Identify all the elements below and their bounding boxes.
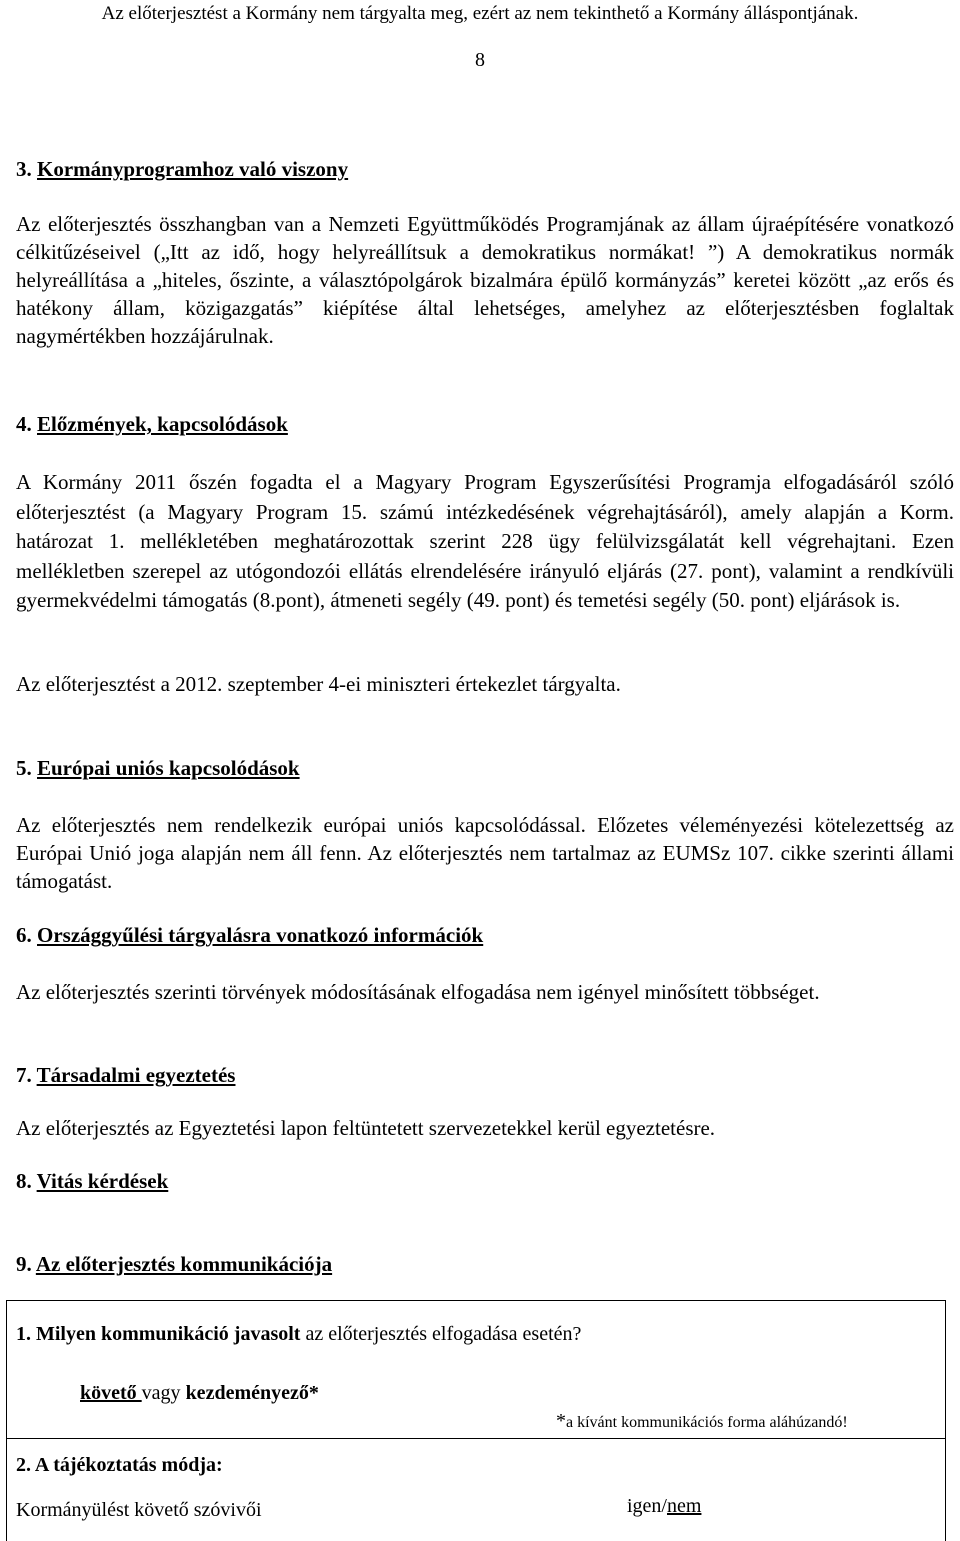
section-4-body: A Kormány 2011 őszén fogadta el a Magyary Program Egyszerűsítési Programja elfogadásáról szóló előterjesztést (a Magyary Program 15. számú intézkedésének végrehajtásáról), amely alapján a Korm. határozat 1. mellékletében meghatározottak szerint 228 ügy felülvizsgálatát kell végrehajtani. Ezen mellékletben szerepel az utógondozói ellátás elrendelésére irányuló eljárás (27. pont), valamint a rendkívüli gyermekvédelmi támogatás (8.pont), átmeneti segély (49. pont) és temetési segély (50. pont) eljárások is. [16, 470, 954, 612]
information-method-label: 2. A tájékoztatás módja: [16, 1454, 223, 1476]
option-initiate: kezdeményező* [185, 1382, 319, 1404]
section-title: Társadalmi egyeztetés [36, 1063, 236, 1087]
box-divider [6, 1438, 946, 1439]
section-title: Vitás kérdések [36, 1169, 169, 1193]
section-number: 4. [16, 412, 32, 436]
section-title: Országgyűlési tárgyalásra vonatkozó információk [37, 923, 484, 947]
note-text: a kívánt kommunikációs forma aláhúzandó! [566, 1414, 848, 1431]
question-bold: 1. Milyen kommunikáció javasolt [16, 1323, 301, 1345]
yes-no-choice [627, 1493, 701, 1519]
communication-question [16, 1321, 581, 1347]
note-star: * [556, 1410, 566, 1432]
question-rest: az előterjesztés elfogadása esetén? [300, 1323, 582, 1345]
section-3-body: Az előterjesztés összhangban van a Nemzeti Együttműködés Programjának az állam újraépítésére vonatkozó célkitűzéseivel („Itt az idő, hogy helyreállítsuk a demokratikus normákat! ”) A demokratikus normák helyreállítása a „hiteles, őszinte, a választópolgárok bizalmára épülő kormányzás” keretei között „az erős és hatékony állam, közigazgatás” kiépítése által lehetséges, amelyhez az előterjesztésben foglaltak nagymértékben hozzájárulnak. [16, 212, 954, 348]
section-number: 7. [16, 1063, 32, 1087]
section-7-heading [16, 1062, 235, 1088]
spokesperson-row-label: Kormányülést követő szóvivői [16, 1499, 262, 1521]
section-6-body: Az előterjesztés szerinti törvények módosításának elfogadása nem igényel minősített többséget. [16, 980, 820, 1004]
section-8-heading [16, 1168, 168, 1194]
choice-no: nem [667, 1495, 702, 1517]
option-follow: követő [80, 1382, 142, 1404]
section-number: 3. [16, 157, 32, 181]
section-number: 9. [16, 1252, 32, 1276]
underline-note [556, 1410, 848, 1434]
section-4-heading [16, 411, 288, 437]
communication-options [80, 1380, 319, 1406]
section-9-heading [16, 1251, 332, 1277]
section-title: Az előterjesztés kommunikációja [35, 1252, 333, 1276]
section-title: Európai uniós kapcsolódások [37, 756, 300, 780]
section-6-heading [16, 922, 483, 948]
section-number: 5. [16, 756, 32, 780]
section-3-heading [16, 156, 348, 182]
section-number: 8. [16, 1169, 32, 1193]
choice-yes: igen/ [627, 1495, 667, 1517]
section-title: Előzmények, kapcsolódások [37, 412, 288, 436]
option-or: vagy [141, 1382, 186, 1404]
section-5-body: Az előterjesztés nem rendelkezik európai uniós kapcsolódással. Előzetes véleményezési kötelezettség az Európai Unió joga alapján nem áll fenn. Az előterjesztés nem tartalmaz az EUMSz 107. cikke szerinti állami támogatást. [16, 813, 954, 893]
section-title: Kormányprogramhoz való viszony [37, 157, 349, 181]
page-number: 8 [475, 49, 485, 71]
header-note: Az előterjesztést a Kormány nem tárgyalta meg, ezért az nem tekinthető a Kormány álláspontjának. [101, 3, 859, 24]
section-7-body: Az előterjesztés az Egyeztetési lapon feltüntetett szervezetekkel kerül egyeztetésre. [16, 1116, 716, 1140]
section-5-heading [16, 755, 300, 781]
section-4-body-2: Az előterjesztést a 2012. szeptember 4-ei miniszteri értekezlet tárgyalta. [16, 672, 621, 696]
section-number: 6. [16, 923, 32, 947]
